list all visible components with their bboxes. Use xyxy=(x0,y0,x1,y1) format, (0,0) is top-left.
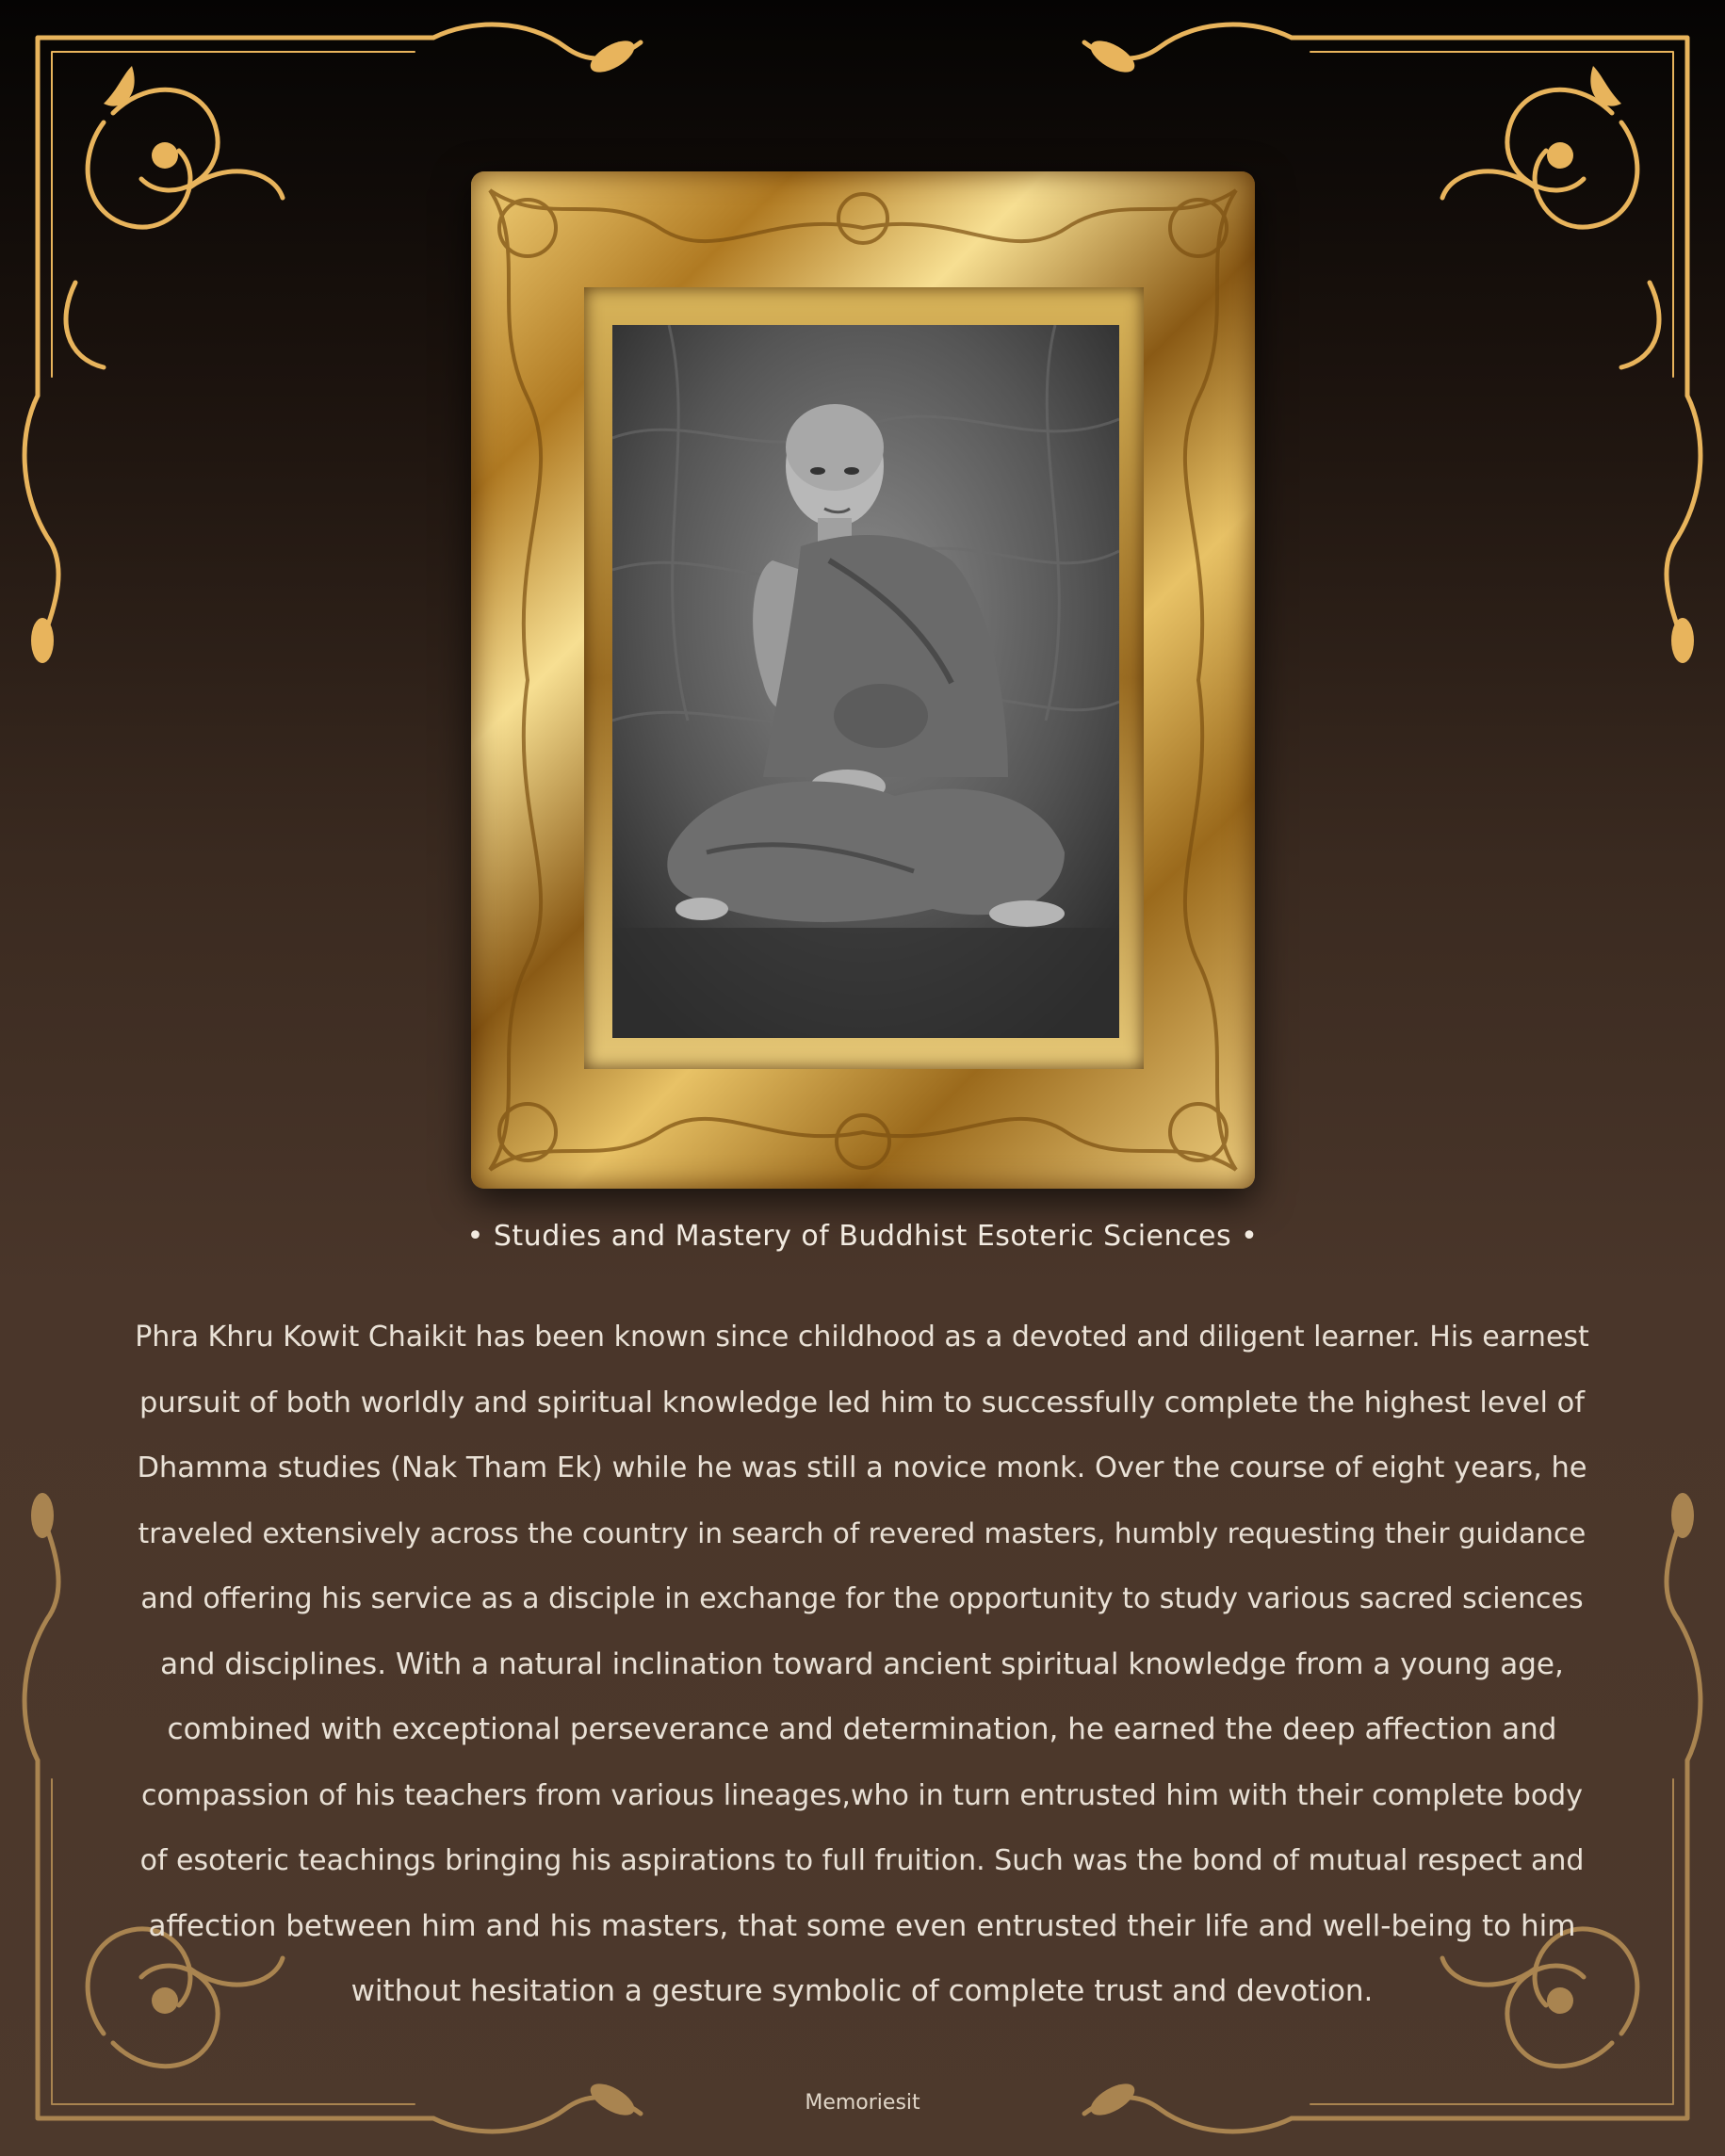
paragraph-line: traveled extensively across the country in search of revered masters, humbly requesting their guidance xyxy=(138,1516,1587,1549)
paragraph-line: and disciplines. With a natural inclination toward ancient spiritual knowledge from a young age, xyxy=(160,1646,1564,1681)
paragraph-line: pursuit of both worldly and spiritual knowledge led him to successfully complete the highest level of xyxy=(138,1386,1586,1419)
credit-signature: Memoriesit xyxy=(805,2091,920,2115)
section-title: • Studies and Mastery of Buddhist Esoteric Sciences • xyxy=(466,1220,1259,1253)
seated-novice-monk-image xyxy=(612,325,1119,1038)
paragraph-line: affection between him and his masters, that some even entrusted their life and well-being to him xyxy=(148,1908,1576,1943)
biography-paragraph xyxy=(132,1305,1592,2025)
paragraph-line: Phra Khru Kowit Chaikit has been known since childhood as a devoted and diligent learner. His earnest xyxy=(135,1321,1589,1354)
paragraph-line: of esoteric teachings bringing his aspirations to full fruition. Such was the bond of mutual respect and xyxy=(139,1844,1585,1877)
paragraph-line: and offering his service as a disciple in exchange for the opportunity to study various sacred sciences xyxy=(140,1582,1584,1615)
paragraph-line: without hesitation a gesture symbolic of complete trust and devotion. xyxy=(350,1974,1374,2008)
monk-portrait-photo xyxy=(612,325,1119,1038)
paragraph-line: combined with exceptional perseverance and determination, he earned the deep affection and xyxy=(167,1712,1557,1746)
paragraph-line: compassion of his teachers from various lineages,who in turn entrusted him with their complete body xyxy=(141,1778,1583,1812)
paragraph-line: Dhamma studies (Nak Tham Ek) while he was still a novice monk. Over the course of eight years, he xyxy=(137,1451,1587,1484)
